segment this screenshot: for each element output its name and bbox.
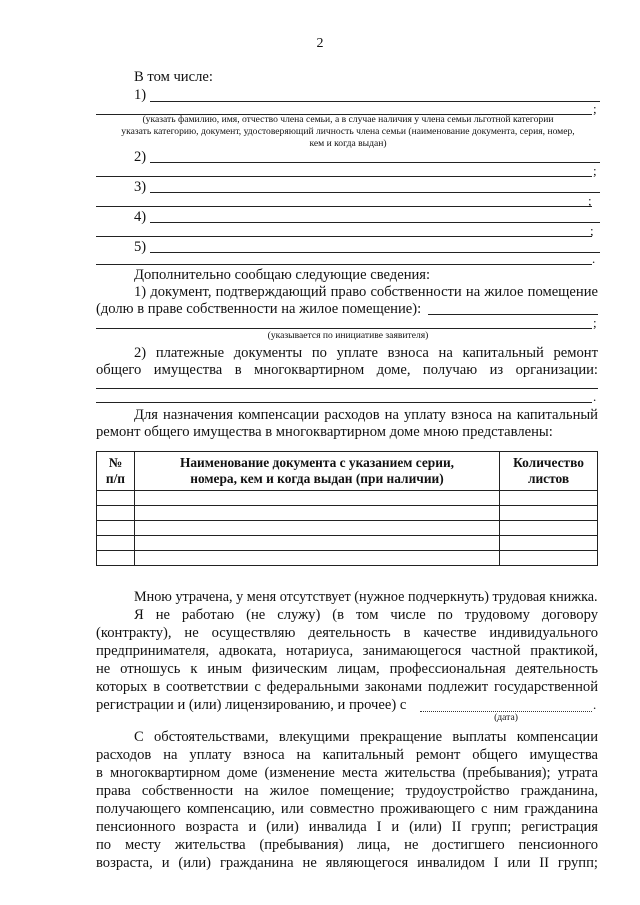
document-page: 2 В том числе: 1) ; (указать фамилию, имя, отчество члена семьи, а в случае наличия у члена семьи льготной категории указать категорию, документ, удостоверяющий личность члена семьи (наименование документа, серия, номер, кем и когда выдан) 2) ; 3) ; 4) ; 5) . Дополнительно сообщаю следующие сведения: 1) документ, подтверждающий право собственности на жилое помещение (долю в праве собственности на жилое помещение): ; (указывается по инициативе заявителя) 2) платежные документы по уплате взноса на капитальный ремонт общего имущества в многоквартирном доме, получаю из организации: . Для назначения компенсации расходов на уплату взноса на капитальный ремонт общего имущества в многоквартирном доме мною представлены: № п/п Наименование документа с указанием серии, номера, кем и когда выдан (при наличии) Количество листов Мною утрачена, у меня отсутствует (нужное подчеркнуть) трудовая книжка. Я не работаю (не служу) (в том числе по трудовому договору (контракту), не осуществляю деятельность в качестве индивидуального предпринимателя, адвоката, нотариуса, занимающегося частной практикой, не отношусь к иным физическим лицам, профессиональная деятельность которых в соответствии с федеральными законами подлежит государственной регистрации и (или) лицензированию, и прочее) с . (дата) С обстоятельствами, влекущими прекращение выплаты компенсации расходов на уплату взноса на капитальный ремонт общего имущества в многоквартирном доме (изменение места жительства (пребывания); утрата права собственности на жилое помещение; трудоустройство гражданина, получающего компенсацию, или совместно проживающего с ним гражданина пенсионного возраста и (или) инвалида I и (или) II групп; регистрация по месту жительства (пребывания) лица, не достигшего пенсионного возраста, и (или) гражданина не являющегося инвалидом I или II групп; (0, 0, 640, 905)
item1-hint: (указывается по инициативе заявителя) (267, 330, 429, 341)
table-cell[interactable] (134, 521, 499, 536)
column-header-document: Наименование документа с указанием серии, номера, кем и когда выдан (при наличии) (134, 452, 499, 491)
not-working-line: которых в соответствии с федеральными законами подлежит государственной (96, 679, 598, 695)
documents-table (96, 451, 598, 566)
member-2-field-cont[interactable] (96, 176, 592, 177)
member-number: 2) (134, 149, 147, 165)
member-hint-line: кем и когда выдан) (309, 138, 387, 149)
table-cell[interactable] (500, 506, 598, 521)
table-cell[interactable] (97, 491, 135, 506)
not-working-line: (контракту), не осуществляю деятельность в качестве индивидуального (96, 625, 598, 641)
circumstances-line: С обстоятельствами, влекущими прекращение выплаты компенсации (134, 729, 598, 745)
date-hint: (дата) (494, 712, 518, 723)
table-cell[interactable] (134, 551, 499, 566)
table-cell[interactable] (97, 521, 135, 536)
circumstances-line: права собственности на жилое помещение; трудоустройство гражданина, (96, 783, 598, 799)
table-cell[interactable] (500, 521, 598, 536)
table-header-row (97, 452, 598, 491)
circumstances-line: пенсионного возраста и (или) инвалида I и (или) II групп; регистрация (96, 819, 598, 835)
item1-line: 1) документ, подтверждающий право собственности на жилое помещение (134, 284, 598, 300)
member-number: 5) (134, 239, 147, 255)
family-members-intro: В том числе: (134, 69, 213, 85)
member-hint-line: (указать фамилию, имя, отчество члена семьи, а в случае наличия у члена семьи льготной категории (142, 114, 554, 125)
table-cell[interactable] (134, 506, 499, 521)
circumstances-line: по месту жительства (пребывания) лица, не достигшего пенсионного (96, 837, 598, 853)
member-3-field-cont[interactable] (96, 206, 592, 207)
page-number: 2 (316, 36, 324, 51)
member-number: 3) (134, 179, 147, 195)
circumstances-line: расходов на уплату взноса на капитальный ремонт общего имущества (96, 747, 598, 763)
member-4-field[interactable] (150, 222, 600, 223)
item2-line: 2) платежные документы по уплате взноса на капитальный ремонт (134, 345, 598, 361)
table-cell[interactable] (97, 506, 135, 521)
not-working-line: предпринимателя, адвоката, нотариуса, занимающегося частной практикой, (96, 643, 598, 659)
column-header-sheets: Количество листов (500, 452, 598, 491)
table-cell[interactable] (500, 551, 598, 566)
member-5-field[interactable] (150, 252, 600, 253)
table-cell[interactable] (500, 491, 598, 506)
not-working-line: регистрации и (или) лицензированию, и прочее) с (96, 697, 407, 713)
circumstances-line: возраста, и (или) гражданина не являющегося инвалидом I или II групп; (96, 855, 598, 871)
member-hint-line: указать категорию, документ, удостоверяющий личность члена семьи (наименование документа, серия, номер, (121, 126, 575, 137)
member-2-field[interactable] (150, 162, 600, 163)
table-row (97, 506, 598, 521)
not-working-line: Я не работаю (не служу) (в том числе по трудовому договору (134, 607, 598, 623)
table-cell[interactable] (97, 551, 135, 566)
not-working-line: не отношусь к иным физическим лицам, профессиональная деятельность (96, 661, 598, 677)
payment-organization-field[interactable] (96, 388, 598, 389)
workbook-statement: Мною утрачена, у меня отсутствует (нужное подчеркнуть) трудовая книжка. (134, 589, 598, 605)
circumstances-line: в многоквартирном доме (изменение места жительства (пребывания); утрата (96, 765, 598, 781)
ownership-document-field-cont[interactable] (96, 328, 592, 329)
member-1-field[interactable] (150, 101, 600, 102)
table-cell[interactable] (97, 536, 135, 551)
column-header-number: № п/п (97, 452, 135, 491)
payment-organization-field-cont[interactable] (96, 402, 592, 403)
item1-line: (долю в праве собственности на жилое помещение): (96, 301, 422, 317)
table-row (97, 536, 598, 551)
member-4-field-cont[interactable] (96, 236, 592, 237)
circumstances-line: получающего компенсацию, или совместно проживающего с ним гражданина (96, 801, 598, 817)
member-number: 4) (134, 209, 147, 225)
table-row (97, 521, 598, 536)
table-row (97, 551, 598, 566)
table-cell[interactable] (500, 536, 598, 551)
compensation-line: Для назначения компенсации расходов на уплату взноса на капитальный (134, 407, 598, 423)
member-number: 1) (134, 87, 147, 103)
ownership-document-field[interactable] (428, 314, 598, 315)
additional-info-intro: Дополнительно сообщаю следующие сведения: (134, 267, 431, 283)
table-cell[interactable] (134, 536, 499, 551)
compensation-line: ремонт общего имущества в многоквартирном доме мною представлены: (96, 424, 553, 440)
table-cell[interactable] (134, 491, 499, 506)
table-row (97, 491, 598, 506)
item2-line: общего имущества в многоквартирном доме, получаю из организации: (96, 362, 598, 378)
member-3-field[interactable] (150, 192, 600, 193)
member-5-field-cont[interactable] (96, 264, 592, 265)
